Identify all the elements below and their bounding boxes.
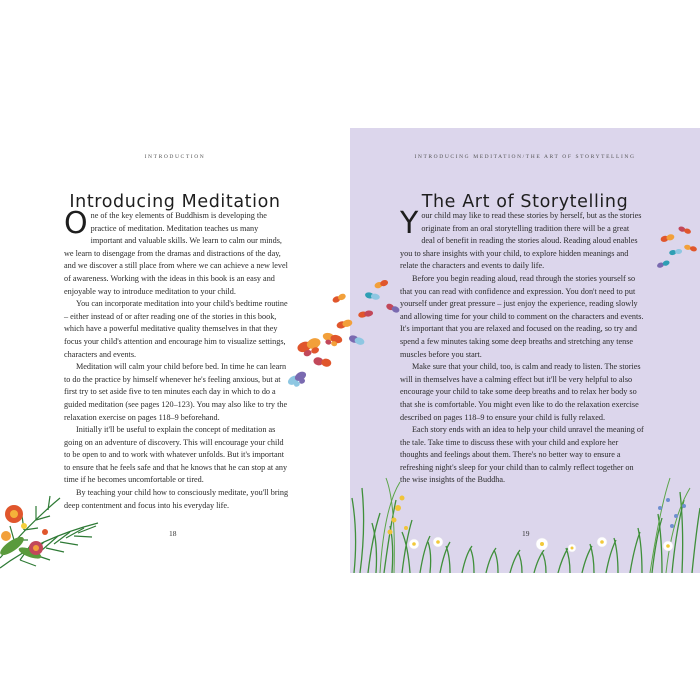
- left-page: [0, 128, 350, 573]
- left-page-title: Introducing Meditation: [69, 191, 281, 212]
- right-paragraph-3: Make sure that your child, too, is calm and ready to listen. The stories will in themselves have a calming effect but it'll be very helpful to also encourage your child to take some deep breaths and to relax her body so that she is comfortable. You might even like to do the relaxation exercise described on pages 118–9 to ensure your child is fully relaxed.: [400, 362, 641, 422]
- left-running-head: INTRODUCTION: [144, 154, 206, 160]
- right-page-number: 19: [522, 529, 530, 538]
- left-paragraph-4: Initially it'll be useful to explain the concept of meditation as going on an adventure of discovery. This will encourage your child to be open to and to work with whatever unfolds. But it's important to ensure that he feels safe and that he knows that he can stop at any time if he becomes uncomfortable or tired.: [64, 425, 288, 485]
- right-dropcap: Y: [400, 206, 419, 241]
- right-paragraph-2: Before you begin reading aloud, read through the stories yourself so that you can read with confidence and expression. You don't need to put yourself under great pressure – just enjoy the experience, reading slowly and allowing time for your child to comment on the characters and events. It's important that you are relaxed and focused on the reading, so try and spend a few minutes taking some deep breaths and stretching any tense muscles before you start.: [400, 273, 644, 359]
- right-page-title: The Art of Storytelling: [421, 191, 629, 212]
- left-page-number: 18: [169, 529, 177, 538]
- right-body-text: [400, 206, 644, 487]
- left-paragraph-5: By teaching your child how to consciously meditate, you'll bring deep contentment and focus into his everyday life.: [64, 488, 289, 510]
- left-body-text: [64, 206, 290, 512]
- book-spread: [0, 128, 700, 573]
- right-paragraph-4: Each story ends with an idea to help your child unravel the meaning of the tale. Take time to discuss these with your child and explore her thoughts and feelings about them. There's no better way to ensure a refreshing night's sleep for your child than to calmly reflect together on the wise insights of the Buddha.: [400, 425, 644, 485]
- left-paragraph-1: One of the key elements of Buddhism is developing the practice of meditation. Meditation teaches us many important and valuable skills. We learn to calm our minds, we learn to disengage from the dramas and distractions of the day, and we discover a still place from where we can achieve a new level of awareness. Working with the ideas in this book is an easy and enjoyable way to introduce meditation to your child.: [64, 206, 288, 296]
- left-paragraph-2: You can incorporate meditation into your child's bedtime routine – either instead of or after reading one of the stories in this book, which have a powerful meditative quality themselves in that they focus your child's attention and encourage him to visualize settings, characters and events.: [64, 299, 288, 359]
- right-page: [350, 128, 700, 573]
- left-dropcap: O: [64, 206, 88, 241]
- right-paragraph-1: Your child may like to read these stories by herself, but as the stories originate from an oral storytelling tradition there will be a great deal of benefit in reading the stories aloud. Reading aloud enables you to share insights with your child, to explore hidden meanings and relate the characters and events to daily life.: [400, 206, 642, 271]
- right-running-head: INTRODUCING MEDITATION/THE ART OF STORYTELLING: [414, 154, 636, 160]
- left-paragraph-3: Meditation will calm your child before bed. In time he can learn to do the practice by himself whenever he's feeling anxious, but at first try to set aside five to ten minutes each day in which to do a guided meditation (see pages 120–123). You may also like to try the relaxation exercise on pages 118–9 beforehand.: [64, 362, 288, 422]
